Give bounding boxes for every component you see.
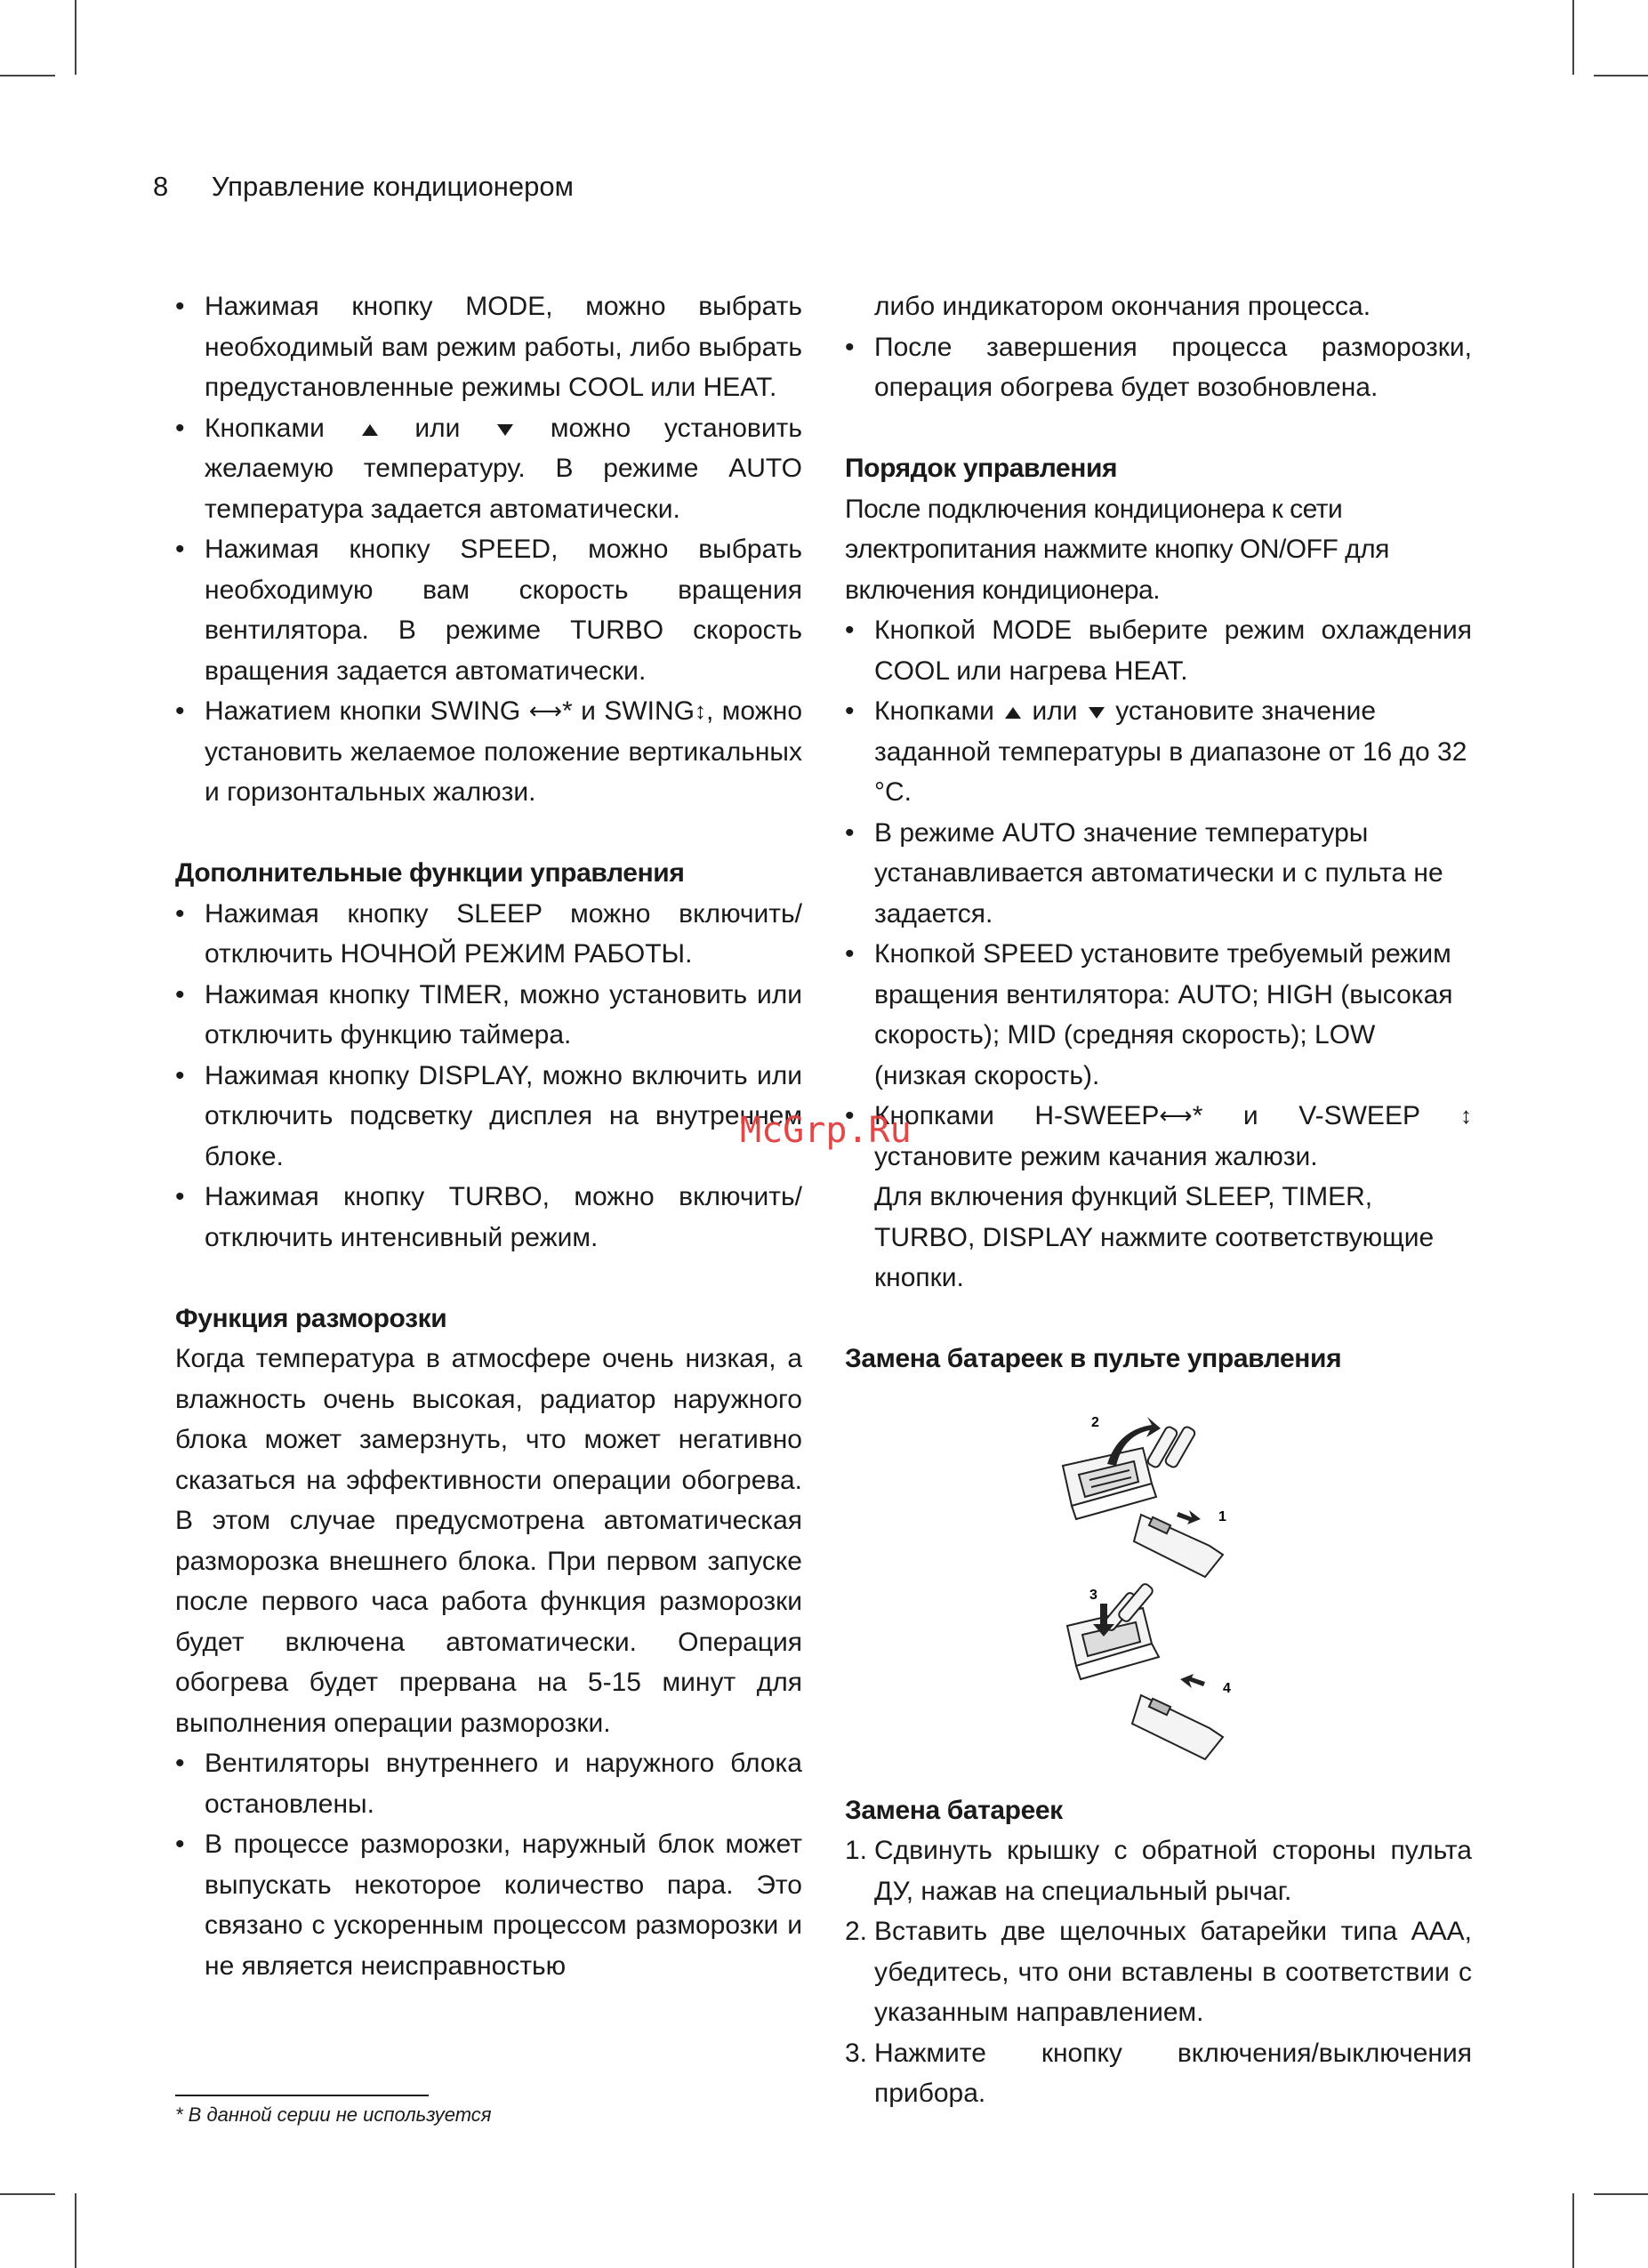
watermark: McGrp.Ru: [740, 1110, 912, 1151]
battery-replacement-illustration: [1045, 1412, 1267, 1768]
list-item: • Нажимая кнопку TURBO, можно включить/отключить интенсивный режим.: [175, 1177, 802, 1258]
step-text: Нажмите кнопку включения/выключения прибора.: [874, 2038, 1472, 2108]
battery-steps-list: [845, 1830, 1472, 2114]
horizontal-swing-icon: ⟷: [1159, 1102, 1193, 1129]
defrost-end-list: [845, 327, 1472, 408]
list-item: [175, 691, 802, 813]
bullet-text: * и V-SWEEP: [1192, 1101, 1420, 1130]
bullet-text: установите значение заданной температуры в диапазоне от 16 до 32 °С.: [874, 696, 1467, 807]
section-title: Управление кондиционером: [211, 171, 574, 202]
bullet-text: можно установить желаемую температуру. В режиме AUTO температура задается автоматически.: [205, 413, 802, 524]
bullet-text: или: [1032, 696, 1078, 726]
running-head: [153, 171, 574, 203]
crop-mark: [1572, 2193, 1574, 2268]
right-column: [845, 286, 1472, 2114]
list-item: • В процессе разморозки, наружный блок может выпускать некоторое количество пара. Это связано с ускоренным процессом разморозки и не является неисправностью: [175, 1824, 802, 1986]
list-item: • Нажимая кнопку MODE, можно выбрать необходимый вам режим работы, либо выбрать предустановленные режимы COOL или HEAT.: [175, 286, 802, 408]
list-item: [845, 691, 1472, 813]
list-item: [175, 408, 802, 530]
step-label: 1: [1218, 1509, 1226, 1524]
section-heading: Функция разморозки: [175, 1303, 447, 1333]
crop-mark: [1572, 0, 1574, 75]
list-item: [845, 1911, 1472, 2033]
left-column: [175, 286, 802, 1986]
body-paragraph: Когда температура в атмосфере очень низкая, а влажность очень высокая, радиатор наружного блока может замерзнуть, что может негативно сказаться на эффективности операции обогрева. В этом случае предусмотрена автоматическая разморозка внешнего блока. При первом запуске после первого часа работа функция разморозки будет включена автоматически. Операция обогрева будет прервана на 5-15 минут для выполнения операции разморозки.: [175, 1344, 802, 1738]
body-paragraph: Для включения функций SLEEP, TIMER, TURBO, DISPLAY нажмите соответствующие кнопки.: [874, 1182, 1435, 1292]
bullet-text: , можно установить желаемое положение вертикальных и горизонтальных жалюзи.: [205, 696, 803, 807]
battery-cover-icon: [1134, 1515, 1223, 1577]
step-number: 2.: [845, 1917, 868, 1946]
footnote-rule: [175, 2095, 429, 2096]
body-paragraph: После подключения кондиционера к сети электропитания нажмите кнопку ON/OFF для включения кондиционера.: [845, 494, 1389, 605]
defrost-list: [175, 1743, 802, 1986]
list-item: [845, 2033, 1472, 2114]
triangle-down-icon: [497, 424, 513, 436]
list-item: • Нажимая кнопку SLEEP можно включить/отключить НОЧНОЙ РЕЖИМ РАБОТЫ.: [175, 894, 802, 975]
section-heading: Дополнительные функции управления: [175, 858, 685, 888]
bullet-text: установите режим качания жалюзи.: [874, 1141, 1318, 1171]
bullet-text: Нажатием кнопки SWING: [205, 696, 521, 726]
vertical-swing-icon: ↕: [1460, 1102, 1472, 1129]
crop-mark: [1594, 75, 1648, 76]
bullet-text: Кнопками H-SWEEP: [874, 1101, 1160, 1130]
crop-mark: [1594, 2193, 1648, 2195]
operation-order-list: [845, 610, 1472, 1177]
continued-text: либо индикатором окончания процесса.: [874, 292, 1371, 321]
step-label: 2: [1091, 1415, 1099, 1430]
section-heading: Замена батареек: [845, 1795, 1063, 1825]
list-item: • После завершения процесса разморозки, операция обогрева будет возобновлена.: [845, 327, 1472, 408]
triangle-down-icon: [1089, 707, 1105, 719]
step-number: 1.: [845, 1836, 868, 1865]
step-label: 3: [1089, 1588, 1097, 1603]
arrow-right-icon: [1177, 1510, 1201, 1524]
main-controls-list: [175, 286, 802, 813]
crop-mark: [0, 75, 55, 76]
bullet-text: или: [414, 413, 461, 443]
bullet-text: Кнопками: [205, 413, 325, 443]
list-item: [845, 1830, 1472, 1911]
horizontal-swing-icon: ⟷: [528, 697, 562, 724]
list-item: • Вентиляторы внутреннего и наружного блока остановлены.: [175, 1743, 802, 1824]
section-heading: Замена батареек в пульте управления: [845, 1344, 1342, 1373]
list-item: • Кнопкой SPEED установите требуемый режим вращения вентилятора: AUTO; HIGH (высокая скорость); MID (средняя скорость); LOW (низкая скорость).: [845, 934, 1472, 1096]
vertical-swing-icon: ↕: [694, 697, 706, 724]
list-item: • Нажимая кнопку DISPLAY, можно включить или отключить подсветку дисплея на внутреннем блоке.: [175, 1056, 802, 1178]
arrow-left-icon: [1180, 1674, 1205, 1688]
list-item: • Нажимая кнопку TIMER, можно установить или отключить функцию таймера.: [175, 975, 802, 1056]
step-number: 3.: [845, 2038, 868, 2068]
crop-mark: [75, 0, 76, 75]
section-heading: Порядок управления: [845, 454, 1118, 483]
step-text: Сдвинуть крышку с обратной стороны пульта ДУ, нажав на специальный рычаг.: [874, 1836, 1472, 1906]
bullet-text: * и SWING: [562, 696, 695, 726]
footnote: * В данной серии не используется: [175, 2103, 492, 2126]
crop-mark: [0, 2193, 55, 2195]
list-item: [845, 1096, 1472, 1177]
extra-functions-list: [175, 894, 802, 1259]
list-item: • Кнопкой MODE выберите режим охлаждения COOL или нагрева HEAT.: [845, 610, 1472, 691]
step-label: 4: [1223, 1681, 1231, 1696]
page-number: 8: [153, 171, 169, 202]
crop-mark: [75, 2193, 76, 2268]
list-item: • В режиме AUTO значение температуры устанавливается автоматически и с пульта не задается.: [845, 813, 1472, 935]
triangle-up-icon: [362, 424, 378, 436]
step-text: Вставить две щелочных батарейки типа ААА, убедитесь, что они вставлены в соответствии с указанным направлением.: [874, 1917, 1472, 2027]
list-item: • Нажимая кнопку SPEED, можно выбрать необходимую вам скорость вращения вентилятора. В режиме TURBO скорость вращения задается автоматически.: [175, 529, 802, 691]
bullet-text: Кнопками: [874, 696, 994, 726]
triangle-up-icon: [1005, 707, 1021, 719]
battery-cover-icon: [1132, 1695, 1223, 1759]
